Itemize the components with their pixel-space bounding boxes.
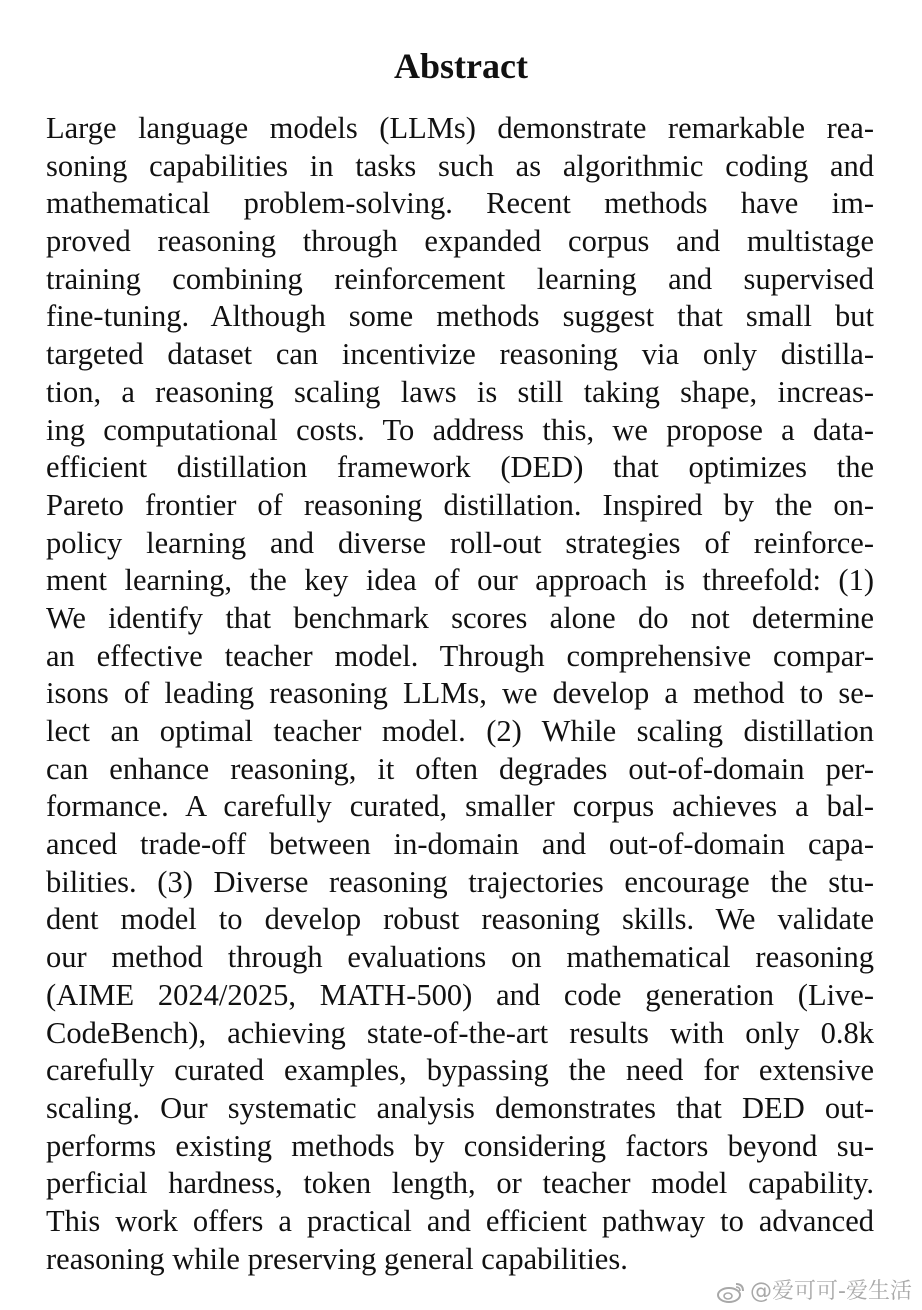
- abstract-line: an effective teacher model. Through comprehensive compar-: [46, 638, 874, 673]
- abstract-line: can enhance reasoning, it often degrades out-of-domain per-: [46, 751, 874, 786]
- abstract-line: ing computational costs. To address this, we propose a data-: [46, 412, 874, 447]
- abstract-line: This work offers a practical and efficient pathway to advanced: [46, 1203, 874, 1238]
- abstract-line: our method through evaluations on mathematical reasoning: [46, 940, 874, 975]
- abstract-line: perficial hardness, token length, or teacher model capability.: [46, 1166, 874, 1201]
- abstract-line: Large language models (LLMs) demonstrate remarkable rea-: [46, 111, 874, 145]
- abstract-line: ment learning, the key idea of our approach is threefold: (1): [46, 563, 874, 598]
- abstract-line: isons of leading reasoning LLMs, we develop a method to se-: [46, 676, 874, 711]
- abstract-line: mathematical problem-solving. Recent methods have im-: [46, 186, 874, 221]
- abstract-line: fine-tuning. Although some methods suggest that small but: [46, 299, 874, 334]
- abstract-line: policy learning and diverse roll-out strategies of reinforce-: [46, 525, 874, 560]
- abstract-line: efficient distillation framework (DED) that optimizes the: [46, 450, 874, 485]
- abstract-line: proved reasoning through expanded corpus and multistage: [46, 224, 874, 259]
- abstract-line: scaling. Our systematic analysis demonstrates that DED out-: [46, 1090, 874, 1125]
- abstract-line: CodeBench), achieving state-of-the-art results with only 0.8k: [46, 1015, 874, 1050]
- abstract-line: dent model to develop robust reasoning skills. We validate: [46, 902, 874, 937]
- abstract-line: anced trade-off between in-domain and out-of-domain capa-: [46, 827, 874, 862]
- abstract-line: reasoning while preserving general capabilities.: [46, 1241, 628, 1276]
- abstract-line: (AIME 2024/2025, MATH-500) and code generation (Live-: [46, 977, 874, 1012]
- abstract-heading: Abstract: [394, 46, 528, 86]
- abstract-line: training combining reinforcement learning and supervised: [46, 261, 874, 296]
- weibo-icon: [716, 1281, 746, 1303]
- abstract-line: carefully curated examples, bypassing the need for extensive: [46, 1053, 874, 1088]
- watermark: [716, 1278, 912, 1306]
- abstract-line: Pareto frontier of reasoning distillation. Inspired by the on-: [46, 487, 874, 522]
- abstract-line: targeted dataset can incentivize reasoning via only distilla-: [46, 337, 874, 372]
- abstract-line: bilities. (3) Diverse reasoning trajectories encourage the stu-: [46, 864, 874, 899]
- abstract-body: [46, 110, 874, 1278]
- abstract-line: lect an optimal teacher model. (2) While scaling distillation: [46, 714, 874, 748]
- abstract-line: formance. A carefully curated, smaller corpus achieves a bal-: [46, 789, 874, 824]
- abstract-line: We identify that benchmark scores alone do not determine: [46, 600, 874, 635]
- abstract-line: tion, a reasoning scaling laws is still taking shape, increas-: [46, 374, 874, 409]
- watermark-text: @爱可可-爱生活: [750, 1279, 912, 1304]
- abstract-line: soning capabilities in tasks such as algorithmic coding and: [46, 148, 874, 183]
- abstract-line: performs existing methods by considering factors beyond su-: [46, 1128, 874, 1163]
